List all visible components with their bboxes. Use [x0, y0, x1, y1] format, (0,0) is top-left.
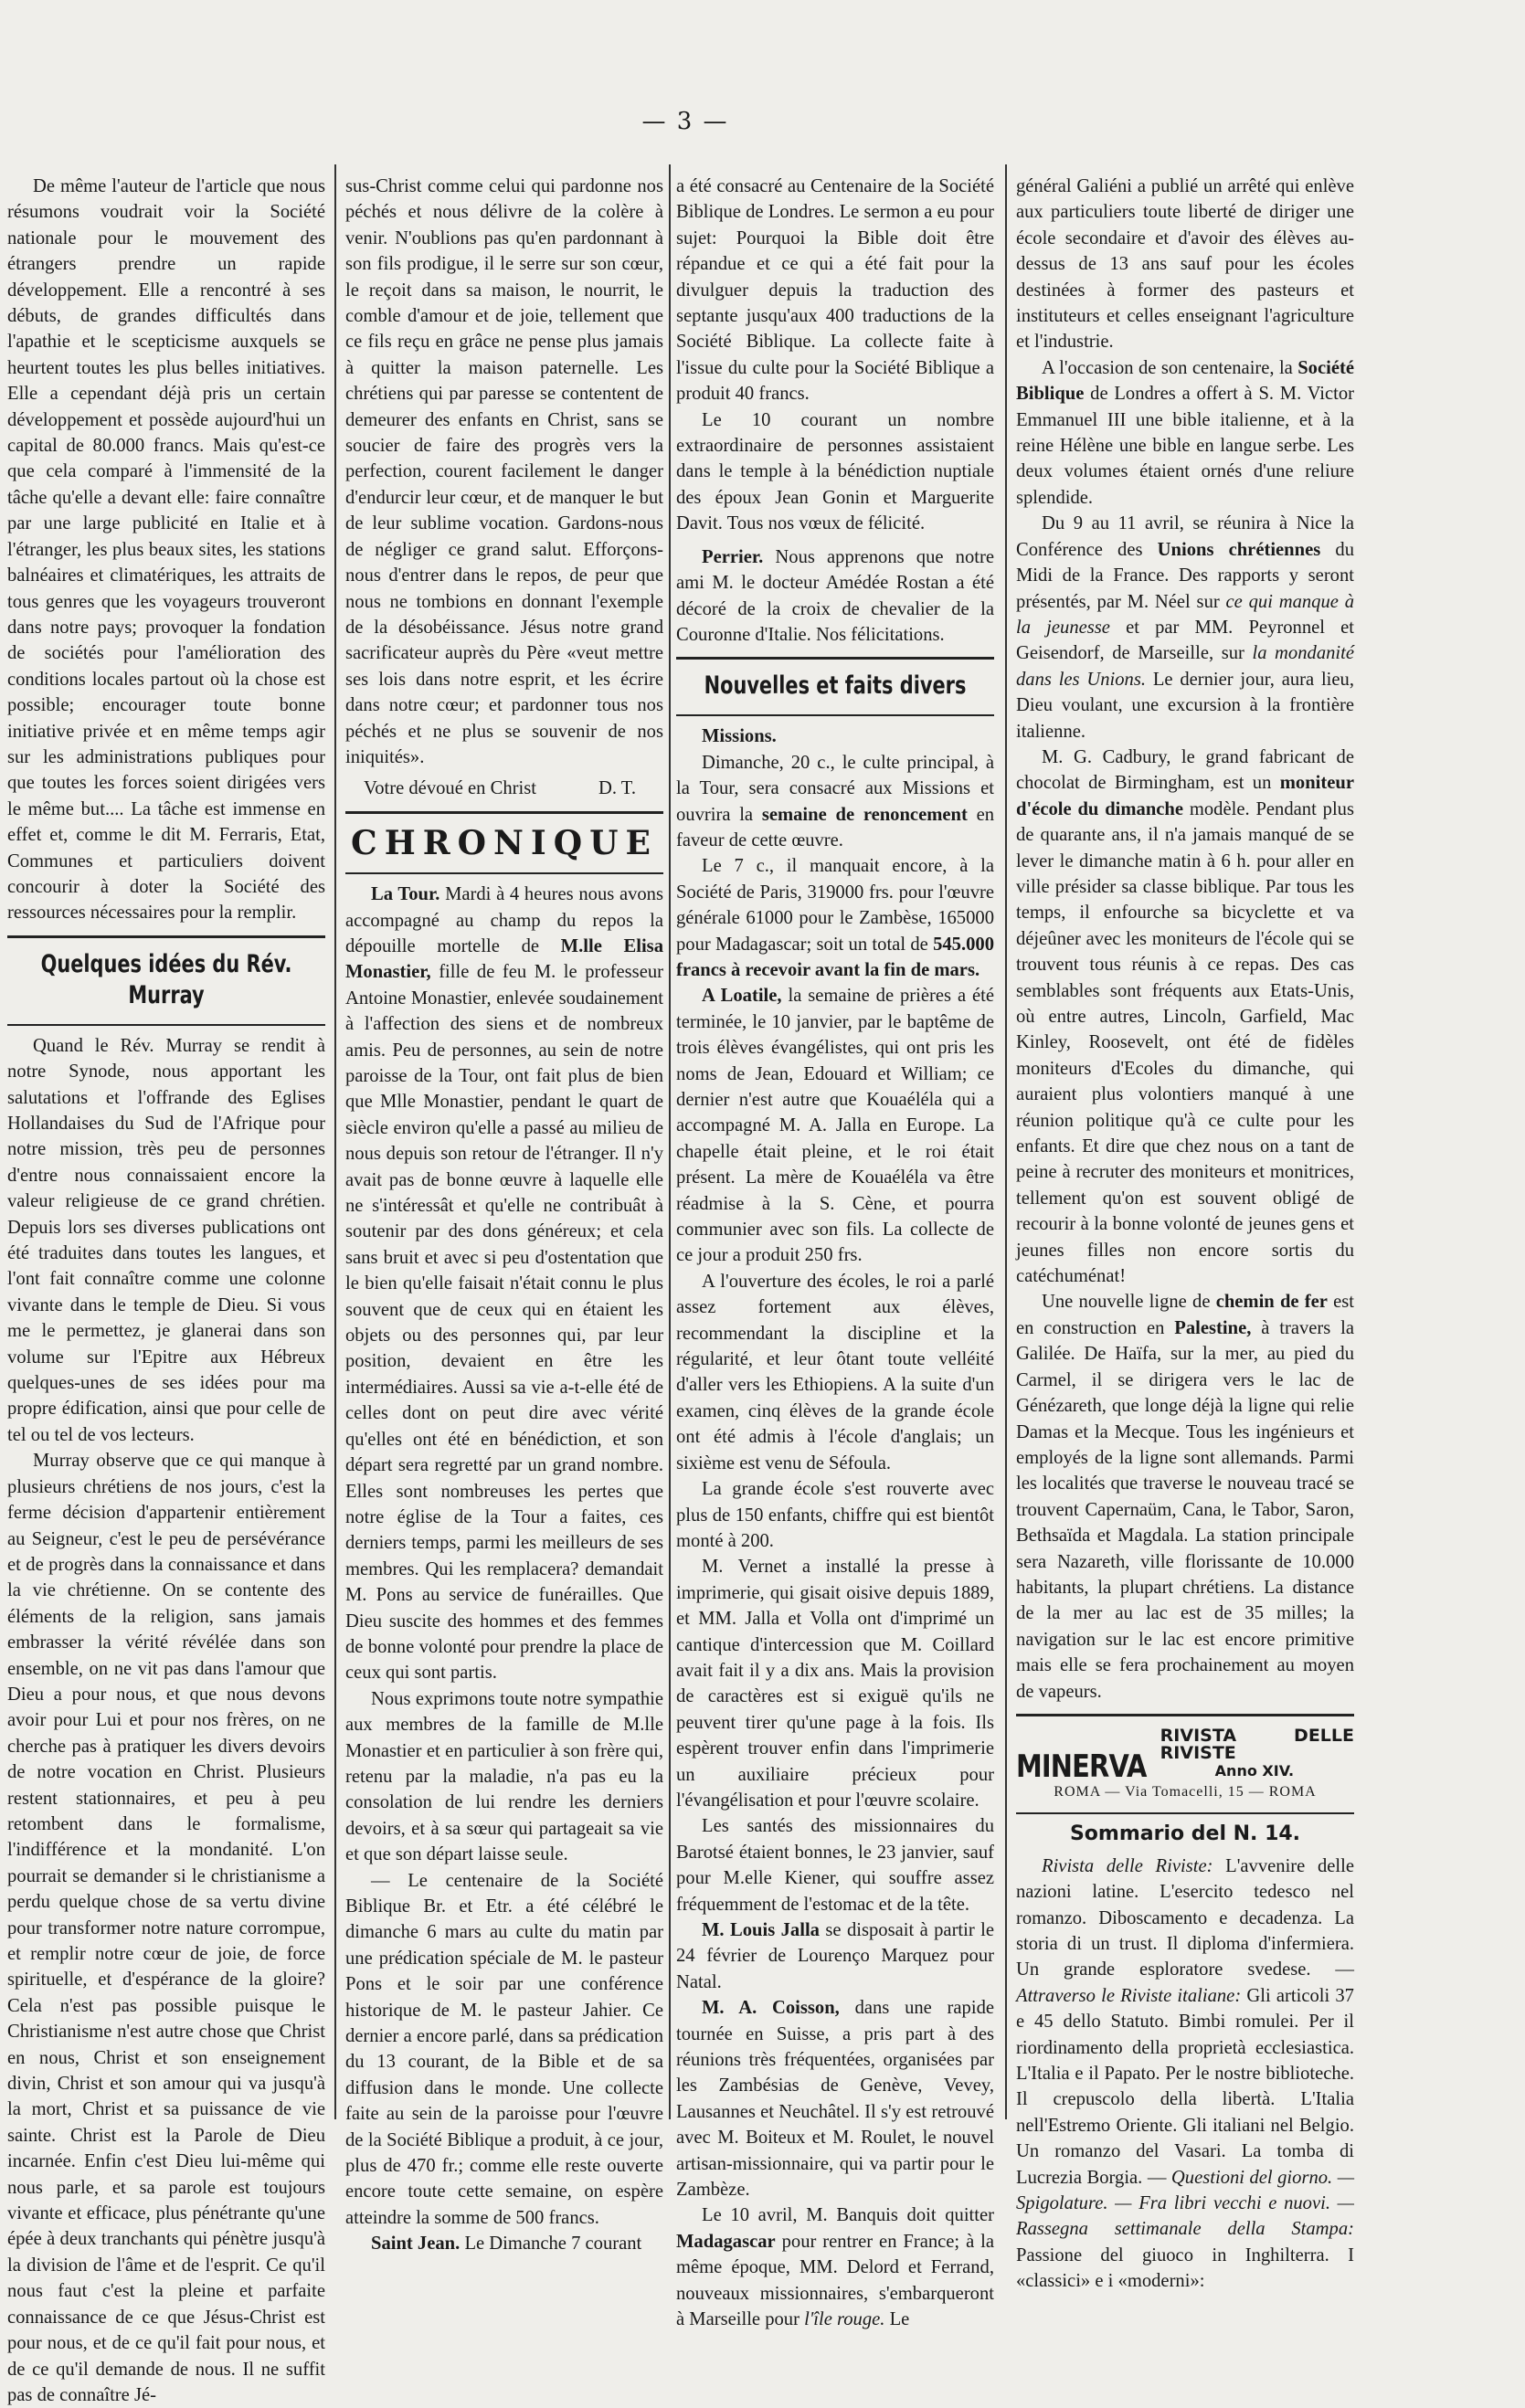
place-label: Perrier. [702, 546, 764, 567]
text-run: Le 10 avril, M. Banquis doit quitter [702, 2205, 994, 2226]
section-heading-murray: Quelques idées du Rév. Murray [40, 949, 292, 1009]
text-run: Dimanche, 20 c., le culte principal, à la Tour, sera consacré aux Missions et ouvrira la [676, 752, 994, 825]
column-1 [7, 174, 325, 2408]
chronique-heading: CHRONIQUE [351, 823, 658, 862]
minerva-masthead [1016, 1725, 1354, 1785]
paragraph-coisson [676, 1995, 994, 2202]
paragraph-nice [1016, 511, 1354, 745]
text-run: dans une rapide tournée en Suisse, a pris part à des réunions très fréquentées, organisées par les Zambésias de Genève, Vevey, Lausannes et Neuchâtel. Il s'y est retrouvé avec M. Boiteux et M. Roulet, le nouvel artisan-missionnaire, qui va partir pour le Zambèze. [676, 1998, 995, 2201]
signature-left: Votre dévoué en Christ [364, 778, 536, 799]
paragraph: La grande école s'est rouverte avec plus de 150 enfants, chiffre qui est bientôt monté à 200. [676, 1479, 994, 1551]
minerva-subtitle [1160, 1727, 1354, 1780]
section-divider [1016, 1714, 1354, 1716]
paragraph: a été consacré au Centenaire de la Société Biblique de Londres. Le sermon a eu pour sujet: Pourquoi la Bible doit être répandue et ce qui a été fait pour la divulguer depuis la traduction des septante jusqu'aux 400 traductions de la Société Biblique. La collecte faite à l'issue du culte pour la Société Biblique a produit 40 francs. [676, 176, 994, 405]
subheading: Missions. [702, 726, 777, 747]
emphasis: semaine de renoncement [761, 804, 968, 825]
section-heading-nouvelles: Nouvelles et faits divers [704, 671, 967, 701]
paragraph: A l'ouverture des écoles, le roi a parlé assez fortement aux élèves, recommendant la discipline et la régularité, et leur ôtant toute velléité d'aller vers les Ethiopiens. A la suite d'un examen, cinq élèves de la grande école ont été admis à l'école d'anglais; un sixième est venu de Séfoula. [676, 1271, 994, 1473]
column-rule-3 [1005, 164, 1007, 2119]
text-run: Le [889, 2309, 910, 2330]
minerva-year: Anno XIV. [1214, 1761, 1295, 1780]
section-divider [676, 657, 994, 660]
emphasis: Unions chrétiennes [1157, 539, 1321, 560]
text-run: du Midi de la France. Des rapports y seront présentés, par M. Néel sur [1016, 539, 1354, 612]
text-run: se disposait à partir le 24 février de Lourenço Marquez pour Natal. [676, 1920, 994, 1992]
paragraph-perrier [676, 544, 994, 649]
emphasis: moniteur d'école du dimanche [1016, 773, 1354, 819]
text-run: Le 7 c., il manquait encore, à la Société de Paris, 319000 frs. pour l'œuvre générale 61000 pour le Zambèse, 165000 pour Madagascar; soit un total de [676, 856, 994, 955]
text-run: Le dernier jour, aura lieu, Dieu voulant, une excursion à la frontière italienne. [1016, 669, 1354, 742]
text-run: fille de feu M. le professeur Antoine Monastier, enlevée soudainement à l'affection des siens et de nombreux amis. Peu de personnes, au sein de notre paroisse de la Tour, ont fait plus de bien que Mlle Monastier, pendant le quart de siècle environ qu'elle a passé au milieu de nous depuis son retour de l'étranger. Il n'y avait pas de bonne œuvre à laquelle elle ne s'intéressât et qu'elle ne contribuât à soutenir par des dons généreux; et cela sans bruit et avec si peu d'ostentation que le bien qu'elle faisait n'était connu le plus souvent que de ceux qui en étaient les objets ou des personnes qui, par leur position, devaient en être les intermédiaires. Aussi sa vie a-t-elle été de celles dont on peut dire avec vérité qu'elles ont été en bénédiction, et son départ sera regretté par un grand nombre. Elles sont nombreuses les pertes que notre église de la Tour a faites, ces derniers temps, parmi les meilleurs de ses membres. Qui les remplacera? demandait M. Pons au service de funérailles. Que Dieu suscite des hommes et des femmes de bonne volonté pour prendre la place de ceux qui sont partis. [345, 962, 663, 1684]
sommario-heading: Sommario del N. 14. [1069, 1822, 1301, 1846]
italic-run: Questioni del giorno. — Spigolature. — Fra libri vecchi e nuovi. — Rassegna settimanale della Stampa: [1016, 2167, 1355, 2240]
emphasis: Madagascar [676, 2231, 776, 2252]
paragraph: général Galiéni a publié un arrêté qui enlève aux particuliers toute liberté de diriger une école secondaire et d'avoir des élèves au-dessus de 13 ans sauf pour les écoles destinées à former des pasteurs et instituteurs et celles enseignant l'agriculture et l'industrie. [1016, 176, 1354, 353]
italic-run: la mondanité dans les Unions. [1016, 643, 1354, 690]
column-4 [1016, 174, 1354, 2295]
signature-line [345, 776, 663, 801]
paragraph: M. Vernet a installé la presse à imprimerie, qui gisait oisive depuis 1889, et MM. Jalla et Volla ont d'imprimé un cantique d'intercession que M. Coillard avait fait il y a dix ans. Mais la provision de caractères est si exiguë qu'ils ne peuvent tirer qu'une page à la fois. Ils espèrent trouver enfin dans l'imprimerie un auxiliaire précieux pour l'évangélisation et pour l'œuvre scolaire. [676, 1557, 994, 1811]
text-run: Une nouvelle ligne de [1042, 1292, 1211, 1313]
person-name: M. Louis Jalla [702, 1920, 820, 1940]
paragraph: sus-Christ comme celui qui pardonne nos péchés et nous délivre de la colère à venir. N'oublions pas qu'en pardonnant à son fils prodigue, il le serre sur son cœur, le reçoit dans sa maison, le nourrit, le comble d'amour et de joie, tellement que ce fils reçu en grâce ne pense plus jamais à quitter la maison paternelle. Les chrétiens qui par paresse se contentent de demeurer des enfants en Christ, sans se soucier de faire des progrès vers la perfection, courent facilement le danger d'endurcir leur cœur, et de manquer le but de leur sublime vocation. Gardons-nous de négliger ce grand salut. Efforçons-nous d'entrer dans le repos, de peur que nous ne tombions en donnant l'exemple de la désobéissance. Jésus notre grand sacrificateur auprès du Père «veut mettre ses lois dans notre esprit, et les écrire dans notre cœur; et pardonner tous nos péchés et ne plus se souvenir de nos iniquités». [345, 176, 663, 767]
text-run: de Londres a offert à S. M. Victor Emmanuel III une bible italienne, et à la reine Hélène une bible en langue serbe. Les deux volumes étaient ornés d'une reliure splendide. [1016, 384, 1354, 508]
column-rule-2 [669, 164, 671, 2119]
paragraph-loatile [676, 983, 994, 1268]
paragraph: Le 10 courant un nombre extraordinaire de personnes assistaient dans le temple à la bénédiction nuptiale des époux Jean Gonin et Marguerite Davit. Tous nos vœux de félicité. [676, 409, 994, 534]
text-run: la semaine de prières a été terminée, le 10 janvier, par le baptême de trois élèves évangélistes, qui ont pris les noms de Jean, Edouard et William; ce dernier n'est autre que Kouaéléla qui a accompagné M. A. Jalla en Europe. La chapelle était pleine, et le roi était présent. La mère de Kouaéléla va être réadmise à la S. Cène, et pourra communier avec son fils. La collecte de ce jour a produit 250 frs. [676, 986, 995, 1266]
minerva-title: MINERVA [1016, 1748, 1147, 1785]
paragraph-palestine [1016, 1289, 1354, 1705]
text-run: Gli articoli 37 e 45 dello Statuto. Bimbi romulei. Per il riordinamento della proprietà ecclesiastica. L'Italia e il Papato. Per le nostre biblioteche. Il crepuscolo della libertà. L'Italia nell'Estremo Oriente. Gli italiani nel Belgio. Un romanzo del Vasari. La tomba di Lucrezia Borgia. — [1016, 1985, 1354, 2188]
place-label: La Tour. [371, 884, 440, 905]
section-divider [7, 935, 325, 938]
text-run: pour rentrer en France; à la même époque, MM. Delord et Ferrand, nouveaux missionnaires, s'embarqueront à Marseille pour [676, 2231, 994, 2330]
place-label: A Loatile, [702, 986, 782, 1007]
section-divider [345, 872, 663, 874]
text-run: Nous apprenons que notre ami M. le docteur Amédée Rostan a été décoré de la croix de chevalier de la Couronne d'Italie. Nos félicitations. [676, 546, 994, 645]
emphasis: 545.000 francs à recevoir avant la fin de mars. [676, 934, 994, 980]
person-name: M.lle Elisa Monastier, [345, 935, 663, 983]
paragraph-missions [676, 723, 994, 749]
text-run: Du 9 au 11 avril, se réunira à Nice la Conférence des [1016, 513, 1354, 560]
italic-run: l'île rouge. [804, 2309, 885, 2330]
paragraph: De même l'auteur de l'article que nous résumons voudrait voir la Société nationale pour le mouvement des étrangers prendre un rapide développement. Elle a rencontré à ses débuts, de grandes difficultés dans l'apathie et le scepticisme auxquels se heurtent toutes les plus belles initiatives. Elle a cependant déjà pris un certain développement et possède aujourd'hui un capital de 80.000 francs. Mais qu'est-ce que cela comparé à l'immensité de la tâche qu'elle a devant elle: faire connaître par une large publicité en Italie et à l'étranger, les plus beaux sites, les stations balnéaires et climatériques, les attraits de tous genres que les voyageurs trouveront dans notre pays; provoquer la fondation de sociétés pour l'amélioration des conditions locales partout où la chose est possible; encourager toute bonne initiative privée et en même temps agir sur les administrations publiques pour que toutes les forces soient dirigées vers le même but.... La tâche est immense en effet et, comme le dit M. Ferraris, Etat, Communes et particuliers doivent concourir à doter la Société des ressources nécessaires pour la remplir. [7, 176, 325, 924]
paragraph: Les santés des missionnaires du Barotsé étaient bonnes, le 23 janvier, sauf pour M.elle Kiener, qui souffre assez fréquemment de l'estomac et de la tête. [676, 1816, 994, 1915]
paragraph-jalla [676, 1917, 994, 1995]
text-run: et par MM. Peyronnel et Geisendorf, de Marseille, sur [1016, 617, 1354, 664]
text-run: à travers la Galilée. De Haïfa, sur la mer, au pied du Carmel, il se dirigera vers le lac de Génézareth, que longe déjà la ligne qui relie Damas et la Mecque. Tous les ingénieurs et employés de la ligne sont allemands. Parmi les localités que traverse le nouveau tracé se trouvent Capernaüm, Cana, le Tabor, Saron, Bethsaïda et Magdala. La station principale sera Nazareth, ville florissante de 10.000 habitants, la plupart chrétiens. La distance de la mer au lac est de 35 milles; la navigation sur le lac est encore primitive mais elle se fera prochainement au moyen de vapeurs. [1016, 1317, 1354, 1702]
paragraph-banquis [676, 2202, 994, 2332]
signature-right: D. T. [598, 778, 636, 799]
paragraph: Murray observe que ce qui manque à plusieurs chrétiens de nos jours, c'est la ferme décision d'appartenir entièrement au Seigneur, c'est le peu de persévérance et de progrès dans la connaissance et dans la vie chrétienne. On se contente des éléments de la religion, sans jamais embrasser la vérité révélée dans son ensemble, on ne vit pas dans l'amour que Dieu a pour nous, et que nous devons avoir pour Lui et pour nos frères, on ne cherche pas à pratiquer les divers devoirs de notre vocation en Christ. Plusieurs restent stationnaires, et peu à peu retombent dans le formalisme, l'indifférence et la mondanité. L'on pourrait se demander si le christianisme a perdu quelque chose de sa vertu divine pour transformer notre nature corrompue, et remplir notre cœur de joie, de force spirituelle, et d'espérance de la gloire? Cela n'est pas possible puisque le Christianisme n'est autre chose que Christ en nous, Christ et son enseignement divin, Christ et son amour qui va jusqu'à la mort, Christ et sa puissance de vie sainte. Christ est la Parole de Dieu incarnée. Enfin c'est Dieu lui-même qui nous parle, et sa parole est toujours vivante et efficace, plus pénétrante qu'une épée à deux tranchants qui pénètre jusqu'à la division de l'âme et de l'esprit. Ce qu'il nous faut c'est la pleine et parfaite connaissance de ce que Jésus-Christ est pour nous, et de ce qu'il fait pour nous, et de ce qu'il demande de nous. Il ne suffit pas de connaître Jé- [7, 1451, 325, 2405]
text-run: A l'occasion de son centenaire, la [1042, 357, 1293, 378]
page-number: — 3 — [641, 108, 729, 135]
paragraph-biblique [1016, 355, 1354, 511]
paragraph: — Le centenaire de la Société Biblique Br. et Etr. a été célébré le dimanche 6 mars au culte du matin par une prédication spéciale de M. le pasteur Pons et le soir par une conférence historique de M. le pasteur Jahier. Ce dernier a encore parlé, dans sa prédication du 13 courant, de la Bible et de sa diffusion dans le monde. Une collecte faite au sein de la paroisse pour l'œuvre de la Société Biblique a produit, à ce jour, plus de 470 fr.; comme elle reste ouverte encore toute cette semaine, on espère atteindre la somme de 500 francs. [345, 1870, 663, 2228]
column-rule-1 [334, 164, 336, 2119]
paragraph: Quand le Rév. Murray se rendit à notre Synode, nous apportant les salutations et l'offrande des Eglises Hollandaises du Sud de l'Afrique pour notre mission, très peu de personnes d'entre nous connaissaient encore la valeur religieuse de ce grand chrétien. Depuis lors ses diverses publications ont été traduites dans toutes les langues, et l'ont fait connaître comme une colonne vivante dans le temple de Dieu. Si vous me le permettez, je glanerai dans son volume sur l'Epitre aux Hébreux quelques-unes de ses idées pour ma propre édification, ainsi que pour celle de tel ou tel de vos lecteurs. [7, 1035, 325, 1445]
section-divider [7, 1024, 325, 1026]
column-3 [676, 174, 994, 2333]
place-label: Saint Jean. [371, 2234, 461, 2255]
section-divider [345, 811, 663, 814]
paragraph-la-tour [345, 882, 663, 1686]
text-run: M. G. Cadbury, le grand fabricant de chocolat de Birmingham, est un [1016, 746, 1354, 794]
text-run: Mardi à 4 heures nous avons accompagné au champ du repos la dépouille mortelle de [345, 884, 663, 956]
paragraph [676, 750, 994, 854]
italic-run: Rivista delle Riviste: [1042, 1855, 1213, 1876]
text-run: Passione del giuoco in Inghilterra. I «classici» e i «moderni»: [1016, 2244, 1354, 2292]
minerva-subtitle-text: RIVISTA DELLE RIVISTE [1160, 1725, 1354, 1763]
text-run: modèle. Pendant plus de quarante ans, il n'a jamais manqué de se lever le dimanche matin à 6 h. pour aller en ville présider sa classe biblique. Par tous les temps, il enfourche sa bicyclette et va déjeûner avec les moniteurs de l'école qui se trouvent tous réunis à ce repas. Des cas semblables sont fréquents aux Etats-Unis, où entre autres, Lincoln, Garfield, Mac Kinley, Roosevelt, ont été de fidèles moniteurs d'Ecoles du dimanche, qui auraient plus volontiers manqué à une réunion politique qu'à ce culte pour les enfants. Et dire que chez nous on a tant de peine à recruter des moniteurs et monitrices, tellement qu'on est souvent obligé de recourir à la bonne volonté de jeunes gens et jeunes filles non encore sortis du catéchuménat! [1016, 798, 1354, 1287]
section-divider [676, 714, 994, 716]
emphasis: Palestine, [1174, 1317, 1252, 1338]
minerva-address: ROMA — Via Tomacelli, 15 — ROMA [1054, 1783, 1317, 1800]
text-run: est en construction en [1016, 1292, 1355, 1338]
text-run: L'avvenire delle nazioni latine. L'esercito tedesco nel romanzo. Diboscamento e decadenza. La storia di un trust. Il diploma d'infermiera. Un grande esploratore svedese. — [1016, 1855, 1354, 1980]
emphasis: chemin de fer [1215, 1292, 1328, 1313]
section-divider [1016, 1812, 1354, 1814]
column-2 [345, 174, 663, 2257]
person-name: M. A. Coisson, [702, 1998, 840, 2019]
paragraph: Nous exprimons toute notre sympathie aux membres de la famille de M.lle Monastier et en particulier à son frère qui, retenu par la maladie, n'a pas eu la consolation de lui rendre les derniers devoirs, et à sa sœur qui partageait sa vie et que son départ laisse seule. [345, 1688, 663, 1865]
paragraph [676, 853, 994, 983]
emphasis: Société Biblique [1016, 357, 1354, 405]
paragraph-sommario [1016, 1854, 1354, 2295]
italic-run: ce qui manque à la jeunesse [1016, 591, 1354, 638]
paragraph-cadbury [1016, 745, 1354, 1290]
paragraph-saint-jean [345, 2231, 663, 2256]
italic-run: Attraverso le Riviste italiane: [1016, 1985, 1242, 2006]
text-run: Le Dimanche 7 courant [464, 2234, 642, 2255]
text-run: en faveur de cette œuvre. [676, 804, 995, 850]
